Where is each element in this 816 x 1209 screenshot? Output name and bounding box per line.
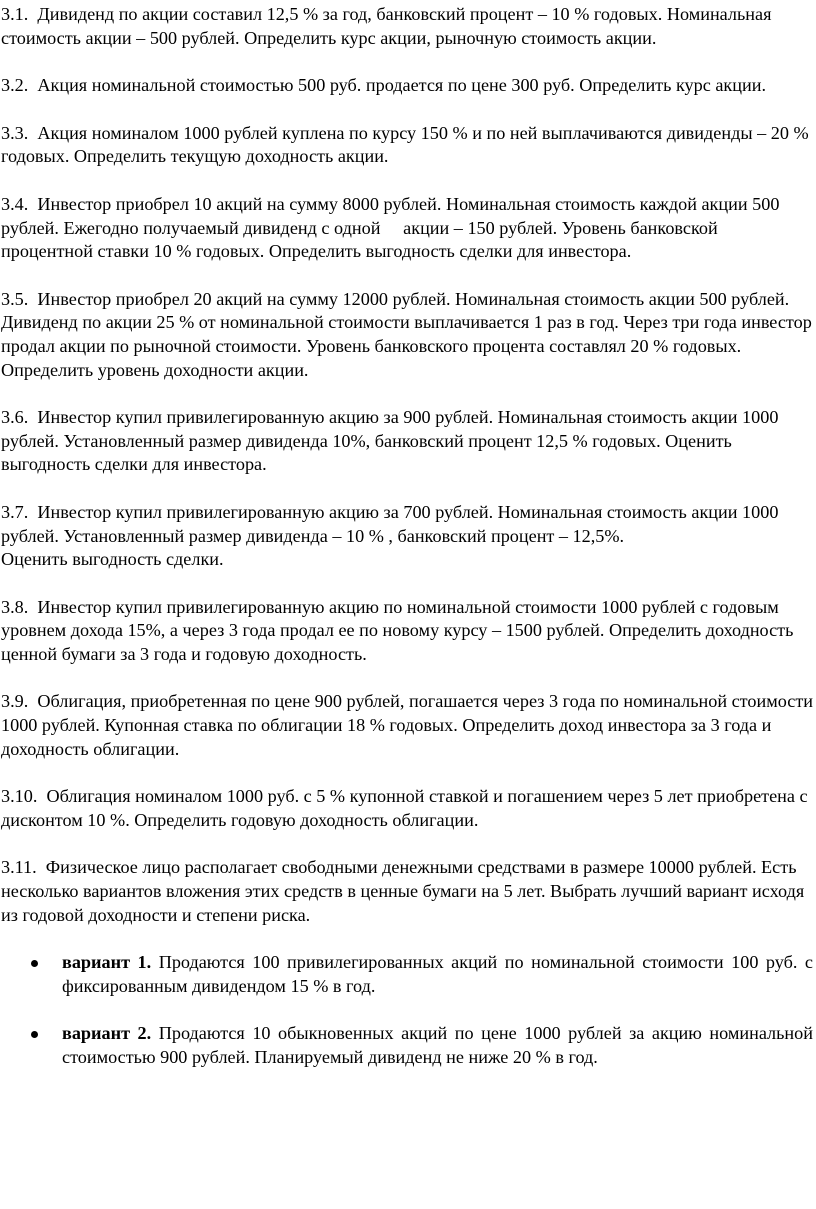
task-number: 3.2. [1,75,29,96]
task-text-extra: Оценить выгодность сделки. [1,549,224,570]
bullet-icon [31,1031,38,1038]
task-3-11 [1,856,813,927]
task-3-6 [1,406,813,477]
task-3-9 [1,690,813,761]
task-text: Инвестор купил привилегированную акцию по номинальной стоимости 1000 рублей с годовым уровнем дохода 15%, а через 3 года продал ее по новому курсу – 1500 рублей. Определить доходность ценной бумаги за 3 года и годовую доходность. [1,596,794,664]
task-number: 3.11. [1,857,37,878]
task-number: 3.8. [1,596,29,617]
task-3-4 [1,193,813,264]
list-item [1,1022,813,1069]
task-number: 3.7. [1,501,29,522]
task-text: Акция номинальной стоимостью 500 руб. продается по цене 300 руб. Определить курс акции. [37,75,767,96]
list-item [1,951,813,998]
task-3-7 [1,501,813,572]
task-number: 3.6. [1,407,29,428]
task-3-5 [1,288,813,382]
task-text: Инвестор приобрел 10 акций на сумму 8000 рублей. Номинальная стоимость каждой акции 500 рублей. Ежегодно получаемый дивиденд с одной акции – 150 рублей. Уровень банковской процентной ставки 10 % годовых. Определить выгодность сделки для инвестора. [1,193,784,262]
task-3-8 [1,596,813,667]
document-content [1,3,813,1094]
variant-text: Продаются 100 привилегированных акций по номинальной стоимости 100 руб. с фиксированным дивидендом 15 % в год. [62,952,814,996]
task-number: 3.9. [1,691,29,712]
task-text: Инвестор приобрел 20 акций на сумму 12000 рублей. Номинальная стоимость акции 500 рублей. Дивиденд по акции 25 % от номинальной стоимости выплачивается 1 раз в год. Через три года инвестор продал акции по рыночной стоимости. Уровень банковского процента составлял 20 % годовых. Определить уровень доходности акции. [1,288,812,380]
task-text: Облигация, приобретенная по цене 900 рублей, погашается через 3 года по номинальной стоимости 1000 рублей. Купонная ставка по облигации 18 % годовых. Определить доход инвестора за 3 года и доходность облигации. [1,691,814,759]
task-text: Инвестор купил привилегированную акцию за 700 рублей. Номинальная стоимость акции 1000 рублей. Установленный размер дивиденда – 10 % , банковский процент – 12,5%. [1,501,779,546]
task-text: Физическое лицо располагает свободными денежными средствами в размере 10000 рублей. Есть несколько вариантов вложения этих средств в ценные бумаги на 5 лет. Выбрать лучший вариант исходя из годовой доходности и степени риска. [1,857,805,925]
task-text: Дивиденд по акции составил 12,5 % за год, банковский процент – 10 % годовых. Номинальная стоимость акции – 500 рублей. Определить курс акции, рыночную стоимость акции. [1,4,772,48]
task-text: Акция номиналом 1000 рублей куплена по курсу 150 % и по ней выплачиваются дивиденды – 20 % годовых. Определить текущую доходность акции. [1,122,809,167]
task-3-3 [1,122,813,169]
task-3-2 [1,74,813,98]
variant-label: вариант 1. [62,952,152,973]
variant-text: Продаются 10 обыкновенных акций по цене 1000 рублей за акцию номинальной стоимостью 900 рублей. Планируемый дивиденд не ниже 20 % в год. [62,1023,813,1067]
task-text: Облигация номиналом 1000 руб. с 5 % купонной ставкой и погашением через 5 лет приобретена с дисконтом 10 %. Определить годовую доходность облигации. [1,786,808,830]
task-number: 3.3. [1,122,29,143]
task-text: Инвестор купил привилегированную акцию за 900 рублей. Номинальная стоимость акции 1000 рублей. Установленный размер дивиденда 10%, банковский процент 12,5 % годовых. Оценить выгодность сделки для инвестора. [1,407,779,475]
variant-label: вариант 2. [62,1023,152,1044]
task-number: 3.4. [1,193,29,214]
task-number: 3.10. [1,786,38,807]
variant-list [1,951,813,1069]
task-number: 3.5. [1,288,29,309]
task-3-10 [1,785,813,832]
task-number: 3.1. [1,4,29,24]
task-3-1 [1,3,813,50]
bullet-icon [31,960,38,967]
